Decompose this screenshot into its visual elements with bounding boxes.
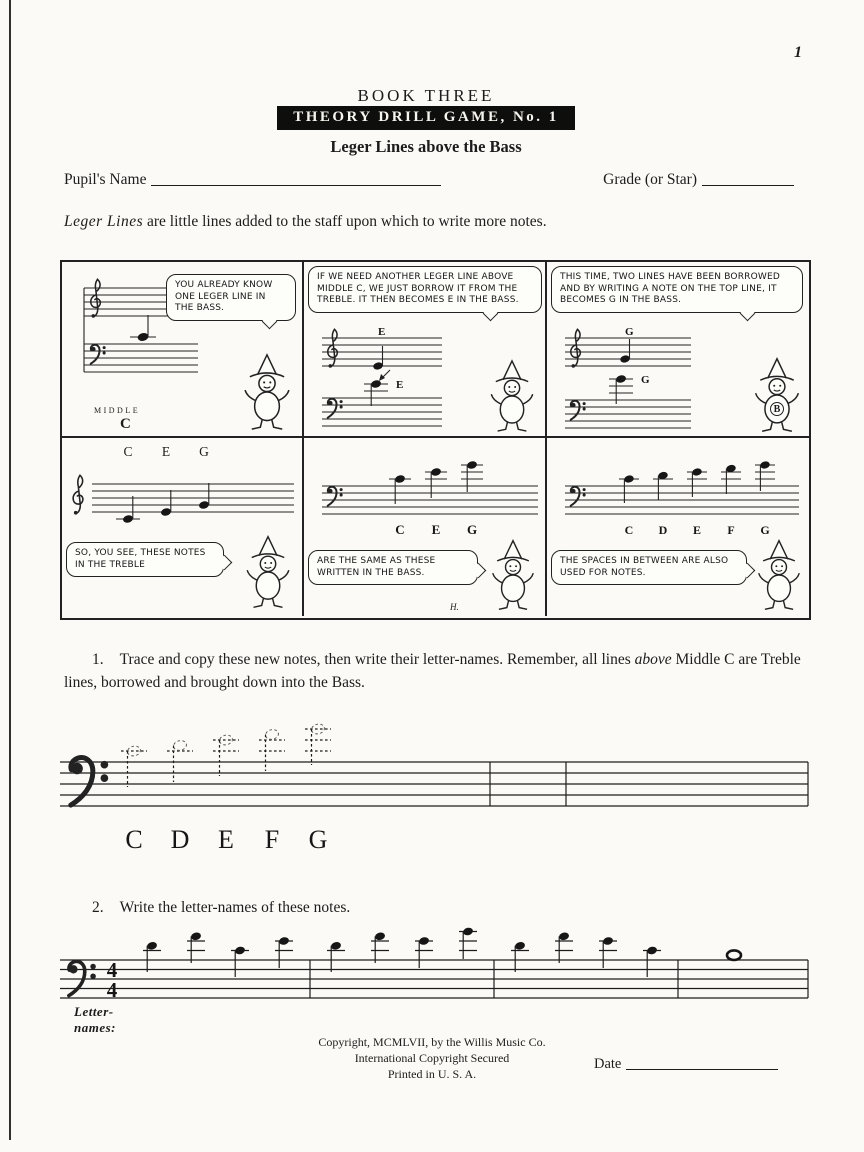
trace-note-c (121, 745, 147, 787)
bass-note-letter: G (641, 374, 650, 386)
date-label: Date (594, 1056, 622, 1072)
exercise2-instructions (64, 896, 810, 919)
bass-clef-icon (328, 487, 343, 506)
staff-lines (60, 960, 808, 998)
quarter-note (143, 941, 161, 972)
page-number: 1 (794, 44, 802, 61)
time-signature-bottom: 4 (106, 978, 118, 1002)
page-edge-line (9, 0, 11, 1140)
comic-panel-3 (547, 262, 809, 438)
treble-note-letter: E (378, 326, 386, 338)
quarter-note (555, 932, 573, 963)
exercise2-text: Write the letter-names of these notes. (119, 899, 351, 916)
comic-panel-1 (62, 262, 304, 438)
elf-character (749, 356, 805, 434)
elf-character (485, 358, 539, 434)
letter-names-line2: names: (74, 1019, 116, 1035)
grand-staff-g (551, 324, 721, 438)
time-signature-top: 4 (106, 958, 118, 982)
banner-title: THEORY DRILL GAME, No. 1 (277, 106, 575, 130)
treble-staff-ceg (66, 464, 300, 540)
quarter-note (231, 946, 249, 977)
pupil-name-label: Pupil's Name (64, 171, 147, 188)
answer-letter: D (170, 825, 190, 854)
bass-clef-icon (571, 487, 586, 506)
artist-initial: H. (450, 602, 459, 612)
comic-panel-5 (304, 438, 547, 616)
copyright-line-1: Copyright, MCMLVII, by the Willis Music Co. (318, 1035, 546, 1049)
borrow-arrow (379, 370, 390, 381)
speech-bubble: YOU ALREADY KNOW ONE LEGER LINE IN THE BASS. (166, 274, 296, 321)
treble-staff (92, 484, 294, 512)
trace-notes (121, 723, 331, 787)
treble-clef-icon (571, 329, 581, 367)
treble-clef-icon (91, 279, 101, 317)
grand-staff-e (308, 326, 468, 438)
copyright-line-3: Printed in U. S. A. (387, 1067, 477, 1082)
elf-character (238, 352, 296, 432)
bass-staff (84, 344, 198, 372)
note-letter: G (466, 522, 478, 537)
quarter-note-f (721, 464, 741, 494)
comic-panel-2 (304, 262, 547, 438)
exercise2-number: 2. (92, 899, 104, 916)
elf-character (485, 538, 541, 612)
elf-character (240, 534, 296, 610)
intro-sentence (64, 213, 808, 231)
trace-note-e (213, 734, 239, 776)
quarter-note (371, 932, 389, 963)
treble-clef-icon (73, 475, 83, 514)
letter-names-label (74, 1004, 116, 1035)
note-letter: C (624, 523, 634, 537)
note-letter: G (199, 444, 209, 459)
elf-character (751, 538, 807, 612)
bass-clef-icon (71, 758, 109, 806)
quarter-note (415, 936, 433, 968)
pupil-name-field (64, 171, 441, 189)
trace-note-f (259, 728, 285, 771)
exercise2-staff (58, 924, 811, 1024)
note-letter: F (727, 523, 735, 537)
quarter-note (511, 941, 529, 972)
name-grade-row (64, 171, 794, 189)
speech-bubble: SO, YOU SEE, THESE NOTES IN THE TREBLE (66, 542, 224, 577)
quarter-note (459, 927, 477, 959)
middle-c-letter: C (120, 416, 131, 432)
exercise1-text-italic: above (634, 651, 672, 668)
note-letter: E (161, 444, 171, 459)
bass-note-letter: E (396, 379, 404, 391)
whole-note (727, 950, 741, 960)
quarter-note-c (619, 474, 639, 503)
answer-letter: E (218, 825, 234, 854)
page-subtitle: Leger Lines above the Bass (330, 137, 522, 156)
speech-bubble: ARE THE SAME AS THESE WRITTEN IN THE BASS. (308, 550, 478, 585)
note-letter: E (431, 522, 441, 537)
treble-g-note (619, 339, 630, 364)
exercise1-text-2: Middle C are Treble lines, borrowed and brought down into the Bass. (64, 651, 801, 692)
date-field (594, 1056, 778, 1073)
quarter-note-g (198, 483, 209, 510)
middle-label: MIDDLE (94, 406, 141, 415)
quarter-note (599, 936, 617, 968)
book-title: BOOK THREE (357, 86, 495, 105)
letter-names-line1: Letter- (74, 1004, 114, 1019)
quarter-note (643, 946, 661, 977)
intro-leger-lines: Leger Lines (64, 213, 144, 230)
quarter-note-g (461, 460, 483, 492)
quarter-note (275, 936, 293, 968)
bass-clef-icon (571, 401, 586, 420)
bass-staff-cdefg (551, 448, 803, 544)
note-letter: C (395, 522, 405, 537)
treble-note-letter: G (625, 326, 634, 338)
note-letter: G (760, 523, 770, 537)
quarter-note-e (160, 490, 171, 517)
exercise1-instructions (64, 648, 810, 695)
exercise1-text-1: Trace and copy these new notes, then write their letter-names. Remember, all lines (119, 651, 635, 668)
comic-panel-6 (547, 438, 809, 616)
grade-label: Grade (or Star) (603, 171, 697, 188)
note-letter: D (658, 523, 668, 537)
quarter-note (327, 941, 345, 972)
quarter-note-c (116, 496, 140, 524)
treble-clef-icon (328, 329, 338, 367)
intro-rest: are little lines added to the staff upon which to write more notes. (143, 213, 547, 230)
grade-field (603, 171, 794, 189)
bass-staff (565, 486, 799, 514)
grade-blank (702, 173, 794, 186)
exercise1-staff (58, 698, 811, 856)
bass-clef-icon (91, 345, 106, 364)
treble-staff (565, 338, 691, 366)
date-blank (626, 1057, 778, 1070)
answer-letter: G (308, 825, 328, 854)
note-letter: E (692, 523, 702, 537)
comic-strip (60, 260, 811, 620)
speech-bubble: THE SPACES IN BETWEEN ARE ALSO USED FOR NOTES. (551, 550, 747, 585)
comic-panel-4 (62, 438, 304, 616)
answer-letter: F (264, 825, 280, 854)
middle-c-note (130, 315, 156, 342)
pupil-name-blank (151, 173, 441, 186)
trace-note-d (167, 739, 193, 782)
staff-lines (60, 762, 808, 806)
trace-note-g (305, 723, 331, 765)
bass-staff-ceg (308, 448, 542, 544)
copyright-line-2: International Copyright Secured (354, 1051, 510, 1066)
speech-bubble: IF WE NEED ANOTHER LEGER LINE ABOVE MIDDLE C, WE JUST BORROW IT FROM THE TREBLE. IT THEN BECOMES E IN THE BASS. (308, 266, 542, 313)
bass-e-note (364, 379, 388, 406)
treble-e-note (372, 346, 383, 371)
speech-bubble: THIS TIME, TWO LINES HAVE BEEN BORROWED AND BY WRITING A NOTE ON THE TOP LINE, IT BECOMES G IN THE BASS. (551, 266, 803, 313)
bass-clef-icon (328, 399, 343, 418)
answer-letter: C (125, 825, 143, 854)
banner-row (0, 106, 852, 130)
exercise1-number: 1. (92, 651, 104, 668)
quarter-note (187, 932, 205, 963)
bass-staff (322, 486, 538, 514)
character-letter-b: B (770, 402, 784, 416)
note-letter: C (123, 444, 133, 459)
